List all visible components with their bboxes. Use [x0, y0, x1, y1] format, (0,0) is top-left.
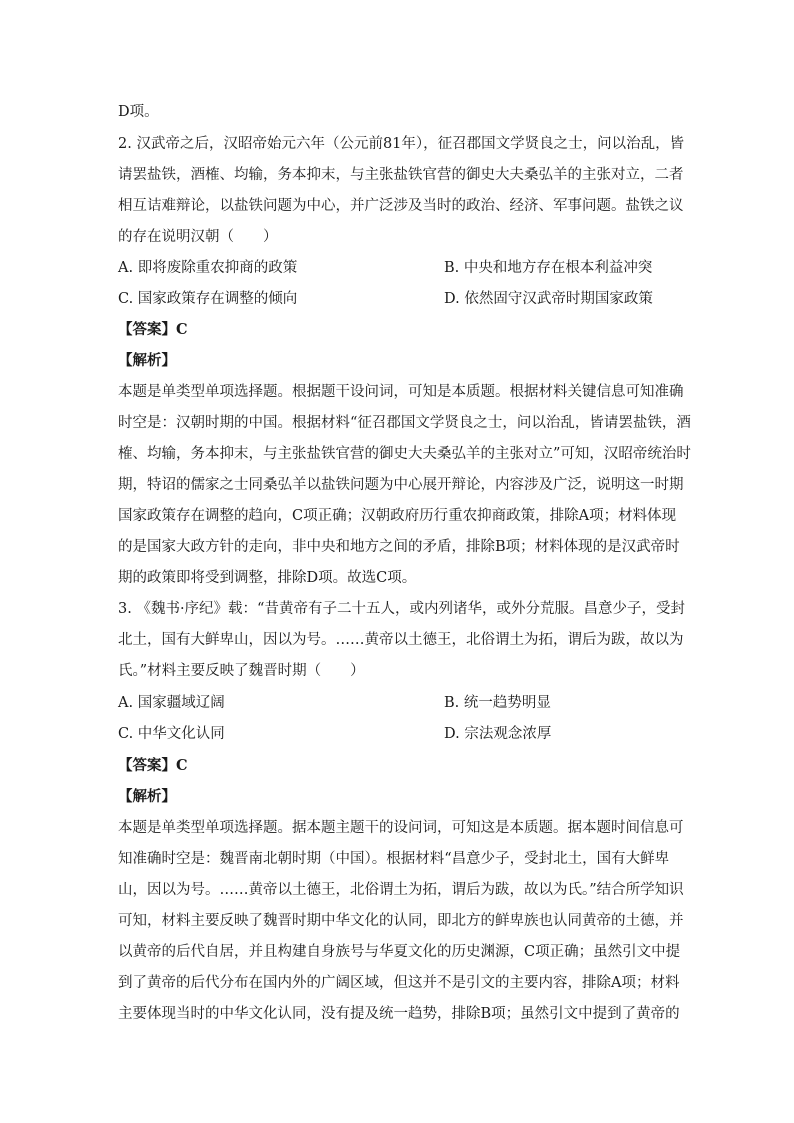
- q3-answer: 【答案】C: [118, 757, 188, 774]
- q2-analysis-line-6: 的是国家大政方针的走向，非中央和地方之间的矛盾，排除B项；材料体现的是汉武帝时: [118, 539, 680, 555]
- q3-analysis-line-1: 本题是单类型单项选择题。据本题主题干的设问词，可知这是本质题。据本题时间信息可: [118, 820, 684, 836]
- previous-answer-tail: D项。: [118, 104, 159, 120]
- q2-option-b: B. 中央和地方存在根本利益冲突: [444, 260, 653, 276]
- q3-option-b: B. 统一趋势明显: [444, 695, 551, 711]
- q2-stem-line-3: 相互诘难辩论，以盐铁问题为中心，并广泛涉及当时的政治、经济、军事问题。盐铁之议: [118, 198, 684, 214]
- q3-stem-line-1: 3. 《魏书·序纪》载：“昔黄帝有子二十五人，或内列诸华，或外分荒服。昌意少子，受封: [118, 601, 685, 617]
- q3-analysis-line-2: 知准确时空是：魏晋南北朝时期（中国）。根据材料“昌意少子，受封北土，国有大鲜卑: [118, 851, 670, 867]
- q2-option-d: D. 依然固守汉武帝时期国家政策: [444, 291, 653, 307]
- q2-analysis-line-5: 国家政策存在调整的趋向，C项正确；汉朝政府历行重农抑商政策，排除A项；材料体现: [118, 508, 677, 524]
- q3-option-d: D. 宗法观念浓厚: [444, 726, 552, 742]
- q2-analysis-line-3: 榷、均输，务本抑末，与主张盐铁官营的御史大夫桑弘羊的主张对立”可知，汉昭帝统治时: [118, 446, 691, 462]
- q3-stem-line-3: 氏。”材料主要反映了魏晋时期（ ）: [118, 663, 365, 679]
- q2-analysis-title: 【解析】: [118, 352, 176, 369]
- q3-option-c: C. 中华文化认同: [118, 726, 225, 742]
- q3-option-a: A. 国家疆域辽阔: [118, 695, 225, 711]
- q3-analysis-line-7: 主要体现当时的中华文化认同，没有提及统一趋势，排除B项；虽然引文中提到了黄帝的: [118, 1006, 680, 1022]
- q2-stem-line-4: 的存在说明汉朝（ ）: [118, 229, 278, 245]
- q2-analysis-line-2: 时空是：汉朝时期的中国。根据材料“征召郡国文学贤良之士，问以治乱，皆请罢盐铁，酒: [118, 415, 691, 431]
- q2-answer: 【答案】C: [118, 321, 188, 338]
- q2-analysis-line-7: 期的政策即将受到调整，排除D项。故选C项。: [118, 570, 417, 586]
- q3-analysis-line-4: 可知，材料主要反映了魏晋时期中华文化的认同，即北方的鲜卑族也认同黄帝的土德，并: [118, 913, 684, 929]
- q2-analysis-line-1: 本题是单类型单项选择题。根据题干设问词，可知是本质题。根据材料关键信息可知准确: [118, 384, 684, 400]
- q2-option-c: C. 国家政策存在调整的倾向: [118, 291, 298, 307]
- q3-analysis-line-5: 以黄帝的后代自居，并且构建自身族号与华夏文化的历史渊源，C项正确；虽然引文中提: [118, 944, 681, 960]
- q3-analysis-line-6: 到了黄帝的后代分布在国内外的广阔区域，但这并不是引文的主要内容，排除A项；材料: [118, 975, 680, 991]
- q3-analysis-line-3: 山，因以为号。……黄帝以土德王，北俗谓土为拓，谓后为跋，故以为氏。”结合所学知识: [118, 882, 684, 898]
- q2-analysis-line-4: 期，特诏的儒家之士同桑弘羊以盐铁问题为中心展开辩论，内容涉及广泛，说明这一时期: [118, 477, 684, 493]
- q2-option-a: A. 即将废除重农抑商的政策: [118, 260, 298, 276]
- q3-stem-line-2: 北土，国有大鲜卑山，因以为号。……黄帝以土德王，北俗谓土为拓，谓后为跋，故以为: [118, 632, 684, 648]
- q2-stem-line-2: 请罢盐铁，酒榷、均输，务本抑末，与主张盐铁官营的御史大夫桑弘羊的主张对立，二者: [118, 167, 684, 183]
- q3-analysis-title: 【解析】: [118, 788, 176, 805]
- q2-stem-line-1: 2. 汉武帝之后，汉昭帝始元六年（公元前81年），征召郡国文学贤良之士，问以治乱，皆: [118, 136, 685, 152]
